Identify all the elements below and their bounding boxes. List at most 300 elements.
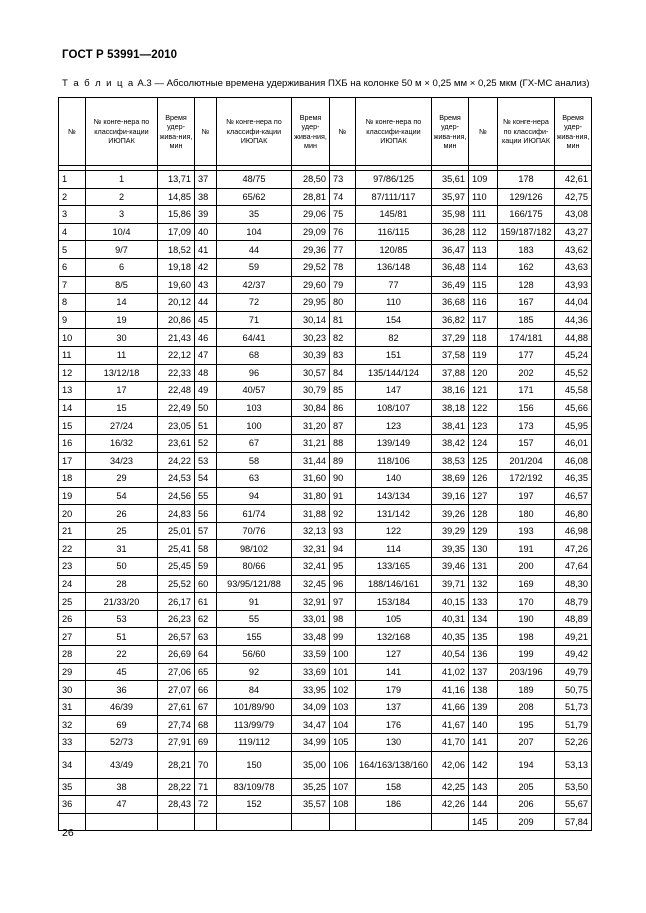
row-number: 105 bbox=[330, 734, 356, 752]
congener-number: 157 bbox=[498, 434, 555, 452]
row-number: 20 bbox=[59, 505, 86, 523]
retention-time: 34,99 bbox=[292, 734, 330, 752]
retention-time: 37,58 bbox=[432, 346, 469, 364]
table-row bbox=[59, 751, 592, 778]
retention-time: 49,79 bbox=[555, 663, 592, 681]
table-row bbox=[59, 171, 592, 189]
row-number: 58 bbox=[195, 540, 217, 558]
congener-number: 93/95/121/88 bbox=[217, 575, 292, 593]
congener-number: 34/23 bbox=[86, 452, 158, 470]
page-number: 26 bbox=[62, 827, 74, 839]
header-time: Время удер-жива-ния, мин bbox=[158, 98, 195, 166]
row-number: 79 bbox=[330, 276, 356, 294]
table-row bbox=[59, 487, 592, 505]
retention-time: 46,01 bbox=[555, 434, 592, 452]
retention-time bbox=[432, 813, 469, 831]
retention-time: 29,95 bbox=[292, 294, 330, 312]
retention-time: 26,17 bbox=[158, 593, 195, 611]
congener-number: 183 bbox=[498, 241, 555, 259]
congener-number: 17 bbox=[86, 382, 158, 400]
retention-time: 35,97 bbox=[432, 188, 469, 206]
congener-number: 114 bbox=[356, 540, 432, 558]
congener-number: 135/144/124 bbox=[356, 364, 432, 382]
congener-number: 44 bbox=[217, 241, 292, 259]
retention-time: 49,21 bbox=[555, 628, 592, 646]
congener-number: 203/196 bbox=[498, 663, 555, 681]
table-row bbox=[59, 813, 592, 831]
congener-number: 108/107 bbox=[356, 399, 432, 417]
congener-number: 58 bbox=[217, 452, 292, 470]
retention-time: 51,73 bbox=[555, 698, 592, 716]
table-row bbox=[59, 681, 592, 699]
row-number: 28 bbox=[59, 646, 86, 664]
congener-number: 189 bbox=[498, 681, 555, 699]
retention-time: 25,52 bbox=[158, 575, 195, 593]
congener-number: 38 bbox=[86, 778, 158, 796]
congener-number: 35 bbox=[217, 206, 292, 224]
congener-number: 171 bbox=[498, 382, 555, 400]
retention-time: 30,57 bbox=[292, 364, 330, 382]
retention-time: 24,53 bbox=[158, 470, 195, 488]
retention-time: 36,47 bbox=[432, 241, 469, 259]
congener-number: 14 bbox=[86, 294, 158, 312]
retention-time: 23,05 bbox=[158, 417, 195, 435]
congener-number: 65/62 bbox=[217, 188, 292, 206]
retention-time: 53,13 bbox=[555, 751, 592, 778]
retention-time: 28,22 bbox=[158, 778, 195, 796]
row-number: 47 bbox=[195, 346, 217, 364]
congener-number: 174/181 bbox=[498, 329, 555, 347]
congener-number: 141 bbox=[356, 663, 432, 681]
congener-number: 164/163/138/160 bbox=[356, 751, 432, 778]
congener-number: 83/109/78 bbox=[217, 778, 292, 796]
congener-number: 94 bbox=[217, 487, 292, 505]
row-number: 40 bbox=[195, 223, 217, 241]
congener-number: 201/204 bbox=[498, 452, 555, 470]
retention-time: 27,61 bbox=[158, 698, 195, 716]
congener-number: 28 bbox=[86, 575, 158, 593]
retention-time: 25,01 bbox=[158, 522, 195, 540]
header-congener: № конге-нера по классифи-кации ИЮПАК bbox=[86, 98, 158, 166]
table-row bbox=[59, 364, 592, 382]
row-number: 127 bbox=[469, 487, 498, 505]
retention-time: 35,25 bbox=[292, 778, 330, 796]
congener-number: 188/146/161 bbox=[356, 575, 432, 593]
retention-time: 48,30 bbox=[555, 575, 592, 593]
congener-number: 191 bbox=[498, 540, 555, 558]
table-row bbox=[59, 434, 592, 452]
congener-number: 166/175 bbox=[498, 206, 555, 224]
congener-number: 159/187/182 bbox=[498, 223, 555, 241]
table-row bbox=[59, 558, 592, 576]
congener-number: 9/7 bbox=[86, 241, 158, 259]
table-caption-label: Т а б л и ц а bbox=[62, 78, 135, 89]
congener-number: 156 bbox=[498, 399, 555, 417]
table-row bbox=[59, 734, 592, 752]
row-number: 62 bbox=[195, 610, 217, 628]
congener-number: 143/134 bbox=[356, 487, 432, 505]
table-caption bbox=[62, 78, 589, 89]
retention-time: 43,93 bbox=[555, 276, 592, 294]
congener-number: 198 bbox=[498, 628, 555, 646]
row-number: 141 bbox=[469, 734, 498, 752]
retention-time: 29,52 bbox=[292, 258, 330, 276]
retention-time: 36,68 bbox=[432, 294, 469, 312]
header-time: Время удер-жива-ния, мин bbox=[292, 98, 330, 166]
row-number: 144 bbox=[469, 796, 498, 814]
congener-number: 82 bbox=[356, 329, 432, 347]
retention-time: 34,47 bbox=[292, 716, 330, 734]
retention-time: 50,75 bbox=[555, 681, 592, 699]
row-number: 138 bbox=[469, 681, 498, 699]
row-number: 30 bbox=[59, 681, 86, 699]
retention-time: 26,23 bbox=[158, 610, 195, 628]
congener-number: 11 bbox=[86, 346, 158, 364]
congener-number: 47 bbox=[86, 796, 158, 814]
congener-number: 104 bbox=[217, 223, 292, 241]
congener-number: 133/165 bbox=[356, 558, 432, 576]
row-number: 82 bbox=[330, 329, 356, 347]
retention-time: 35,98 bbox=[432, 206, 469, 224]
congener-number: 132/168 bbox=[356, 628, 432, 646]
row-number: 137 bbox=[469, 663, 498, 681]
retention-time: 40,15 bbox=[432, 593, 469, 611]
congener-number: 185 bbox=[498, 311, 555, 329]
row-number: 89 bbox=[330, 452, 356, 470]
retention-time: 36,82 bbox=[432, 311, 469, 329]
row-number: 87 bbox=[330, 417, 356, 435]
retention-time: 30,23 bbox=[292, 329, 330, 347]
retention-time: 32,45 bbox=[292, 575, 330, 593]
retention-time: 22,33 bbox=[158, 364, 195, 382]
retention-time: 43,63 bbox=[555, 258, 592, 276]
retention-time: 29,36 bbox=[292, 241, 330, 259]
congener-number: 54 bbox=[86, 487, 158, 505]
table-body bbox=[59, 166, 592, 831]
row-number: 43 bbox=[195, 276, 217, 294]
table-row bbox=[59, 628, 592, 646]
congener-number: 72 bbox=[217, 294, 292, 312]
congener-number: 21/33/20 bbox=[86, 593, 158, 611]
retention-time: 55,67 bbox=[555, 796, 592, 814]
retention-time: 47,26 bbox=[555, 540, 592, 558]
retention-time: 24,22 bbox=[158, 452, 195, 470]
congener-number: 97/86/125 bbox=[356, 171, 432, 189]
retention-time: 40,54 bbox=[432, 646, 469, 664]
congener-number: 98/102 bbox=[217, 540, 292, 558]
retention-time: 48,89 bbox=[555, 610, 592, 628]
row-number: 23 bbox=[59, 558, 86, 576]
congener-number: 130 bbox=[356, 734, 432, 752]
retention-time: 39,46 bbox=[432, 558, 469, 576]
retention-time: 22,48 bbox=[158, 382, 195, 400]
table-row bbox=[59, 399, 592, 417]
row-number: 71 bbox=[195, 778, 217, 796]
row-number: 29 bbox=[59, 663, 86, 681]
retention-time: 20,86 bbox=[158, 311, 195, 329]
congener-number: 53 bbox=[86, 610, 158, 628]
row-number: 139 bbox=[469, 698, 498, 716]
congener-number: 206 bbox=[498, 796, 555, 814]
row-number: 103 bbox=[330, 698, 356, 716]
row-number: 26 bbox=[59, 610, 86, 628]
congener-number: 129/126 bbox=[498, 188, 555, 206]
header-congener: № конге-нера по классифи-кации ИЮПАК bbox=[498, 98, 555, 166]
retention-time: 38,42 bbox=[432, 434, 469, 452]
retention-time: 42,25 bbox=[432, 778, 469, 796]
retention-time: 43,62 bbox=[555, 241, 592, 259]
row-number: 118 bbox=[469, 329, 498, 347]
congener-number: 67 bbox=[217, 434, 292, 452]
retention-time: 46,80 bbox=[555, 505, 592, 523]
row-number: 120 bbox=[469, 364, 498, 382]
congener-number: 122 bbox=[356, 522, 432, 540]
table-row bbox=[59, 796, 592, 814]
retention-time: 28,50 bbox=[292, 171, 330, 189]
retention-time: 38,18 bbox=[432, 399, 469, 417]
congener-number: 103 bbox=[217, 399, 292, 417]
row-number: 64 bbox=[195, 646, 217, 664]
row-number: 9 bbox=[59, 311, 86, 329]
retention-time: 26,69 bbox=[158, 646, 195, 664]
row-number: 19 bbox=[59, 487, 86, 505]
congener-number: 186 bbox=[356, 796, 432, 814]
row-number: 121 bbox=[469, 382, 498, 400]
table-caption-text: А.3 — Абсолютные времена удерживания ПХБ на колонке 50 м × 0,25 мм × 0,25 мкм (ГХ-МС анализ) bbox=[134, 78, 590, 89]
row-number: 109 bbox=[469, 171, 498, 189]
row-number: 119 bbox=[469, 346, 498, 364]
congener-number bbox=[86, 813, 158, 831]
congener-number: 154 bbox=[356, 311, 432, 329]
congener-number: 131/142 bbox=[356, 505, 432, 523]
retention-time: 36,48 bbox=[432, 258, 469, 276]
row-number: 92 bbox=[330, 505, 356, 523]
retention-time: 38,53 bbox=[432, 452, 469, 470]
row-number: 131 bbox=[469, 558, 498, 576]
row-number: 80 bbox=[330, 294, 356, 312]
retention-time: 13,71 bbox=[158, 171, 195, 189]
congener-number: 113/99/79 bbox=[217, 716, 292, 734]
congener-number: 151 bbox=[356, 346, 432, 364]
table-row bbox=[59, 294, 592, 312]
congener-number: 70/76 bbox=[217, 522, 292, 540]
congener-number: 101/89/90 bbox=[217, 698, 292, 716]
row-number: 116 bbox=[469, 294, 498, 312]
row-number: 74 bbox=[330, 188, 356, 206]
congener-number: 173 bbox=[498, 417, 555, 435]
congener-number: 8/5 bbox=[86, 276, 158, 294]
row-number: 123 bbox=[469, 417, 498, 435]
congener-number: 25 bbox=[86, 522, 158, 540]
congener-number: 71 bbox=[217, 311, 292, 329]
congener-number: 1 bbox=[86, 171, 158, 189]
row-number: 99 bbox=[330, 628, 356, 646]
row-number: 68 bbox=[195, 716, 217, 734]
retention-time: 31,44 bbox=[292, 452, 330, 470]
congener-number: 105 bbox=[356, 610, 432, 628]
table-row bbox=[59, 329, 592, 347]
congener-number: 15 bbox=[86, 399, 158, 417]
congener-number: 64/41 bbox=[217, 329, 292, 347]
row-number: 100 bbox=[330, 646, 356, 664]
congener-number: 43/49 bbox=[86, 751, 158, 778]
row-number: 52 bbox=[195, 434, 217, 452]
retention-time: 41,66 bbox=[432, 698, 469, 716]
congener-number: 205 bbox=[498, 778, 555, 796]
table-row bbox=[59, 188, 592, 206]
retention-time: 38,16 bbox=[432, 382, 469, 400]
retention-time: 24,56 bbox=[158, 487, 195, 505]
row-number: 88 bbox=[330, 434, 356, 452]
table-row bbox=[59, 610, 592, 628]
congener-number: 69 bbox=[86, 716, 158, 734]
row-number: 90 bbox=[330, 470, 356, 488]
congener-number: 170 bbox=[498, 593, 555, 611]
congener-number: 116/115 bbox=[356, 223, 432, 241]
congener-number: 100 bbox=[217, 417, 292, 435]
congener-number: 199 bbox=[498, 646, 555, 664]
row-number: 125 bbox=[469, 452, 498, 470]
congener-number: 19 bbox=[86, 311, 158, 329]
table-row bbox=[59, 417, 592, 435]
retention-time: 22,49 bbox=[158, 399, 195, 417]
retention-time: 32,13 bbox=[292, 522, 330, 540]
row-number: 42 bbox=[195, 258, 217, 276]
congener-number: 63 bbox=[217, 470, 292, 488]
congener-number: 177 bbox=[498, 346, 555, 364]
congener-number: 51 bbox=[86, 628, 158, 646]
retention-time: 40,35 bbox=[432, 628, 469, 646]
retention-time: 40,31 bbox=[432, 610, 469, 628]
congener-number: 50 bbox=[86, 558, 158, 576]
row-number: 72 bbox=[195, 796, 217, 814]
congener-number: 3 bbox=[86, 206, 158, 224]
header-num: № bbox=[59, 98, 86, 166]
retention-time: 36,49 bbox=[432, 276, 469, 294]
row-number: 54 bbox=[195, 470, 217, 488]
row-number: 113 bbox=[469, 241, 498, 259]
row-number: 108 bbox=[330, 796, 356, 814]
retention-time: 14,85 bbox=[158, 188, 195, 206]
document-title: ГОСТ Р 53991—2010 bbox=[62, 49, 178, 61]
retention-time: 19,60 bbox=[158, 276, 195, 294]
row-number: 32 bbox=[59, 716, 86, 734]
retention-time: 33,69 bbox=[292, 663, 330, 681]
row-number: 63 bbox=[195, 628, 217, 646]
row-number: 143 bbox=[469, 778, 498, 796]
congener-number: 197 bbox=[498, 487, 555, 505]
row-number: 73 bbox=[330, 171, 356, 189]
row-number: 130 bbox=[469, 540, 498, 558]
retention-time: 37,88 bbox=[432, 364, 469, 382]
congener-number: 207 bbox=[498, 734, 555, 752]
row-number: 115 bbox=[469, 276, 498, 294]
retention-time: 39,71 bbox=[432, 575, 469, 593]
congener-number: 118/106 bbox=[356, 452, 432, 470]
congener-number: 176 bbox=[356, 716, 432, 734]
retention-time: 34,09 bbox=[292, 698, 330, 716]
congener-number: 209 bbox=[498, 813, 555, 831]
retention-time: 29,06 bbox=[292, 206, 330, 224]
congener-number bbox=[217, 813, 292, 831]
retention-times-table bbox=[58, 97, 592, 831]
row-number: 75 bbox=[330, 206, 356, 224]
congener-number: 152 bbox=[217, 796, 292, 814]
row-number: 94 bbox=[330, 540, 356, 558]
table-row bbox=[59, 778, 592, 796]
congener-number: 96 bbox=[217, 364, 292, 382]
row-number: 66 bbox=[195, 681, 217, 699]
table-row bbox=[59, 470, 592, 488]
retention-time: 32,41 bbox=[292, 558, 330, 576]
congener-number: 153/184 bbox=[356, 593, 432, 611]
retention-time: 42,75 bbox=[555, 188, 592, 206]
retention-time: 35,00 bbox=[292, 751, 330, 778]
retention-time: 27,07 bbox=[158, 681, 195, 699]
row-number: 37 bbox=[195, 171, 217, 189]
retention-time: 31,60 bbox=[292, 470, 330, 488]
retention-time: 28,21 bbox=[158, 751, 195, 778]
row-number: 12 bbox=[59, 364, 86, 382]
row-number: 112 bbox=[469, 223, 498, 241]
row-number: 59 bbox=[195, 558, 217, 576]
retention-time: 28,81 bbox=[292, 188, 330, 206]
row-number: 114 bbox=[469, 258, 498, 276]
row-number: 126 bbox=[469, 470, 498, 488]
table-row bbox=[59, 540, 592, 558]
retention-time: 33,01 bbox=[292, 610, 330, 628]
congener-number: 16/32 bbox=[86, 434, 158, 452]
retention-time: 44,88 bbox=[555, 329, 592, 347]
retention-time: 32,91 bbox=[292, 593, 330, 611]
congener-number: 40/57 bbox=[217, 382, 292, 400]
congener-number: 52/73 bbox=[86, 734, 158, 752]
row-number: 56 bbox=[195, 505, 217, 523]
row-number: 69 bbox=[195, 734, 217, 752]
row-number: 10 bbox=[59, 329, 86, 347]
congener-number: 139/149 bbox=[356, 434, 432, 452]
row-number: 14 bbox=[59, 399, 86, 417]
row-number: 51 bbox=[195, 417, 217, 435]
congener-number: 22 bbox=[86, 646, 158, 664]
congener-number bbox=[356, 813, 432, 831]
congener-number: 2 bbox=[86, 188, 158, 206]
row-number: 39 bbox=[195, 206, 217, 224]
congener-number: 31 bbox=[86, 540, 158, 558]
retention-time: 15,86 bbox=[158, 206, 195, 224]
retention-time: 30,79 bbox=[292, 382, 330, 400]
congener-number: 26 bbox=[86, 505, 158, 523]
congener-number: 169 bbox=[498, 575, 555, 593]
row-number: 124 bbox=[469, 434, 498, 452]
header-time: Время удер-жива-ния, мин bbox=[555, 98, 592, 166]
congener-number: 91 bbox=[217, 593, 292, 611]
row-number: 145 bbox=[469, 813, 498, 831]
retention-time: 45,58 bbox=[555, 382, 592, 400]
row-number: 98 bbox=[330, 610, 356, 628]
row-number: 17 bbox=[59, 452, 86, 470]
congener-number: 158 bbox=[356, 778, 432, 796]
row-number: 55 bbox=[195, 487, 217, 505]
retention-time: 22,12 bbox=[158, 346, 195, 364]
retention-time: 36,28 bbox=[432, 223, 469, 241]
retention-time: 41,70 bbox=[432, 734, 469, 752]
row-number bbox=[330, 813, 356, 831]
row-number: 111 bbox=[469, 206, 498, 224]
congener-number: 27/24 bbox=[86, 417, 158, 435]
row-number: 133 bbox=[469, 593, 498, 611]
congener-number: 145/81 bbox=[356, 206, 432, 224]
